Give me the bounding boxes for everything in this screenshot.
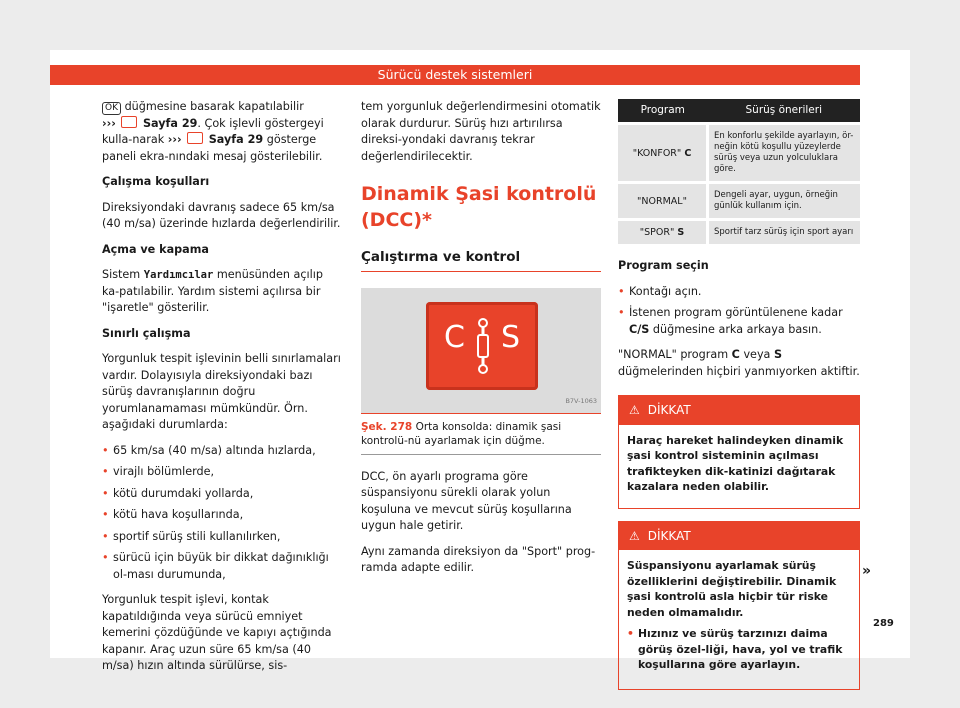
column-right [618,99,860,702]
warning-title: DİKKAT [647,403,691,417]
table-header: Sürüş önerileri [708,99,861,124]
warning-box [618,521,860,690]
paragraph-continued: tem yorgunluk değerlendirmesini otomatik olarak durdurur. Sürüş hızı artırılırsa direksi-yondaki davranış tekrar değerlendirilecektir. [361,100,601,163]
chapter-title: Sürücü destek sistemleri [377,67,533,82]
heading-operating-conditions: Çalışma koşulları [102,175,210,188]
heading-on-off: Açma ve kapama [102,242,209,256]
column-left [102,99,342,684]
cs-key: C/S [629,322,650,336]
limitations-list [102,443,342,584]
list-item: • kötü hava koşullarında, [102,507,342,524]
column-middle [361,99,601,586]
list-item: • sportif sürüş stili kullanılırken, [102,529,342,546]
list-item: • virajlı bölümlerde, [102,464,342,481]
program-cell: "NORMAL" [618,183,708,220]
list-item: • 65 km/sa (40 m/sa) altında hızlarda, [102,443,342,460]
subsection-title: Çalıştırma ve kontrol [361,249,601,272]
program-cell: "SPOR" S [618,220,708,245]
intro-text: düğmesine basarak kapatılabilir [124,100,304,113]
continue-mark: » [862,563,872,579]
warning-triangle-icon: ⚠ [629,403,640,417]
recommendation-cell: En konforlu şekilde ayarlayın, ör-neğin kötü koşullu yüzeylerde sürüş veya uzun yolculuklara göre. [708,124,861,183]
intro-paragraph [102,99,342,165]
chapter-header [50,65,860,85]
warning-text: Haraç hareket halindeyken dinamik şasi kontrol sisteminin açılması trafikteyken dik-katinizi dağıtarak kazalara neden olabilir. [627,433,844,493]
figure-dcc-button [361,288,601,413]
list-item: • Kontağı açın. [618,284,860,301]
paragraph-operating: Direksiyondaki davranış sadece 65 km/sa (40 m/sa) üzerinde hızlarda değerlendirilir. [102,200,341,230]
ref-arrows: ››› [167,133,182,146]
paragraph-limited: Yorgunluk tespit işlevinin belli sınırlamaları vardır. Dolayısıyla direksiyondaki bazı sürüş davranışlarının doğru yorumlanamaması mümkündür. Örn. aşağıdaki durumlarda: [102,352,341,431]
book-icon [121,116,137,128]
menu-name: Yardımcılar [143,269,214,281]
warning-body [619,425,859,508]
dcc-button-image [426,302,538,390]
list-item: • sürücü için büyük bir dikkat dağınıklığı ol-ması durumunda, [102,550,342,583]
warning-title: DİKKAT [647,528,691,543]
paragraph-dcc-2: Aynı zamanda direksiyon da "Sport" prog-ramda adapte edilir. [361,544,596,574]
warning-list [627,626,851,673]
paragraph-end: Yorgunluk tespit işlevi, kontak kapatıldığında veya sürücü emniyet kemerini çözdüğünde ve kapıyı açtığında kapanır. Araç uzun süre 65 km/sa (40 m/sa) hızın altında sürülürse, sis- [102,593,332,672]
table-row [618,183,860,220]
page-ref-link[interactable]: Sayfa 29 [142,116,198,130]
comfort-letter: C [444,319,465,355]
steps-list [618,284,860,339]
list-item: • İstenen program görüntülenene kadar C/S düğmesine arka arkaya basın. [618,305,860,338]
warning-triangle-icon: ⚠ [629,528,640,543]
onoff-post: menüsünden açılıp ka-patılabilir. Yardım sistemi açılırsa bir "işaretle" gösterilir. [102,268,323,314]
section-title: Dinamik Şasi kontrolü (DCC)* [361,183,597,231]
program-cell: "KONFOR" C [618,124,708,183]
table-row [618,220,860,245]
ok-key-icon: OK [102,102,121,115]
intro-ref2-tail: gösterge paneli ekra-nındaki mesaj gösterilebilir. [102,133,323,163]
list-item: • kötü durumdaki yollarda, [102,486,342,503]
intro-ref1-tail: . Çok işlevli göstergeyi kulla-narak [102,116,324,146]
recommendation-cell: Sportif tarz sürüş için sport ayarı [708,220,861,245]
caption-text: Orta konsolda: dinamik şasi kontrolü-nü ayarlamak için düğme. [361,420,562,447]
recommendation-cell: Dengeli ayar, uygun, örneğin günlük kullanım için. [708,183,861,220]
heading-select-program: Program seçin [618,259,709,272]
warning-header [619,522,859,551]
book-icon [187,132,203,144]
onoff-pre: Sistem [102,268,141,281]
figure-caption [361,413,601,448]
page-number: 289 [873,618,894,629]
table-row [618,124,860,183]
paragraph-on-off [102,267,342,317]
program-table [618,99,860,244]
warning-box [618,395,860,509]
ref-arrows: ››› [102,116,116,130]
warning-body [619,550,859,689]
warning-header [619,396,859,425]
paragraph-normal: "NORMAL" program C veya S düğmelerinden hiçbiri yanmıyorken aktiftir. [618,348,860,378]
figure-code: B7V-1063 [565,397,597,405]
shock-absorber-icon [475,318,491,374]
heading-limited-operation: Sınırlı çalışma [102,326,191,340]
table-header: Program [618,99,708,124]
paragraph-dcc-1: DCC, ön ayarlı programa göre süspansiyonu sürekli olarak yolun koşuluna ve mevcut sürüş koşullarına uygun hale getirir. [361,469,572,532]
caption-label: Şek. 278 [361,420,413,433]
sport-letter: S [501,319,521,355]
list-item: • Hızınız ve sürüş tarzınızı daima görüş özel-liği, hava, yol ve trafik koşullarına göre ayarlayın. [627,626,851,673]
warning-text: Süspansiyonu ayarlamak sürüş özelliklerini değiştirebilir. Dinamik şasi kontrolü asla hiçbir tür riske neden olmamalıdır. [627,559,837,619]
page-ref-link[interactable]: Sayfa 29 [208,133,264,146]
caption-divider [361,454,601,455]
